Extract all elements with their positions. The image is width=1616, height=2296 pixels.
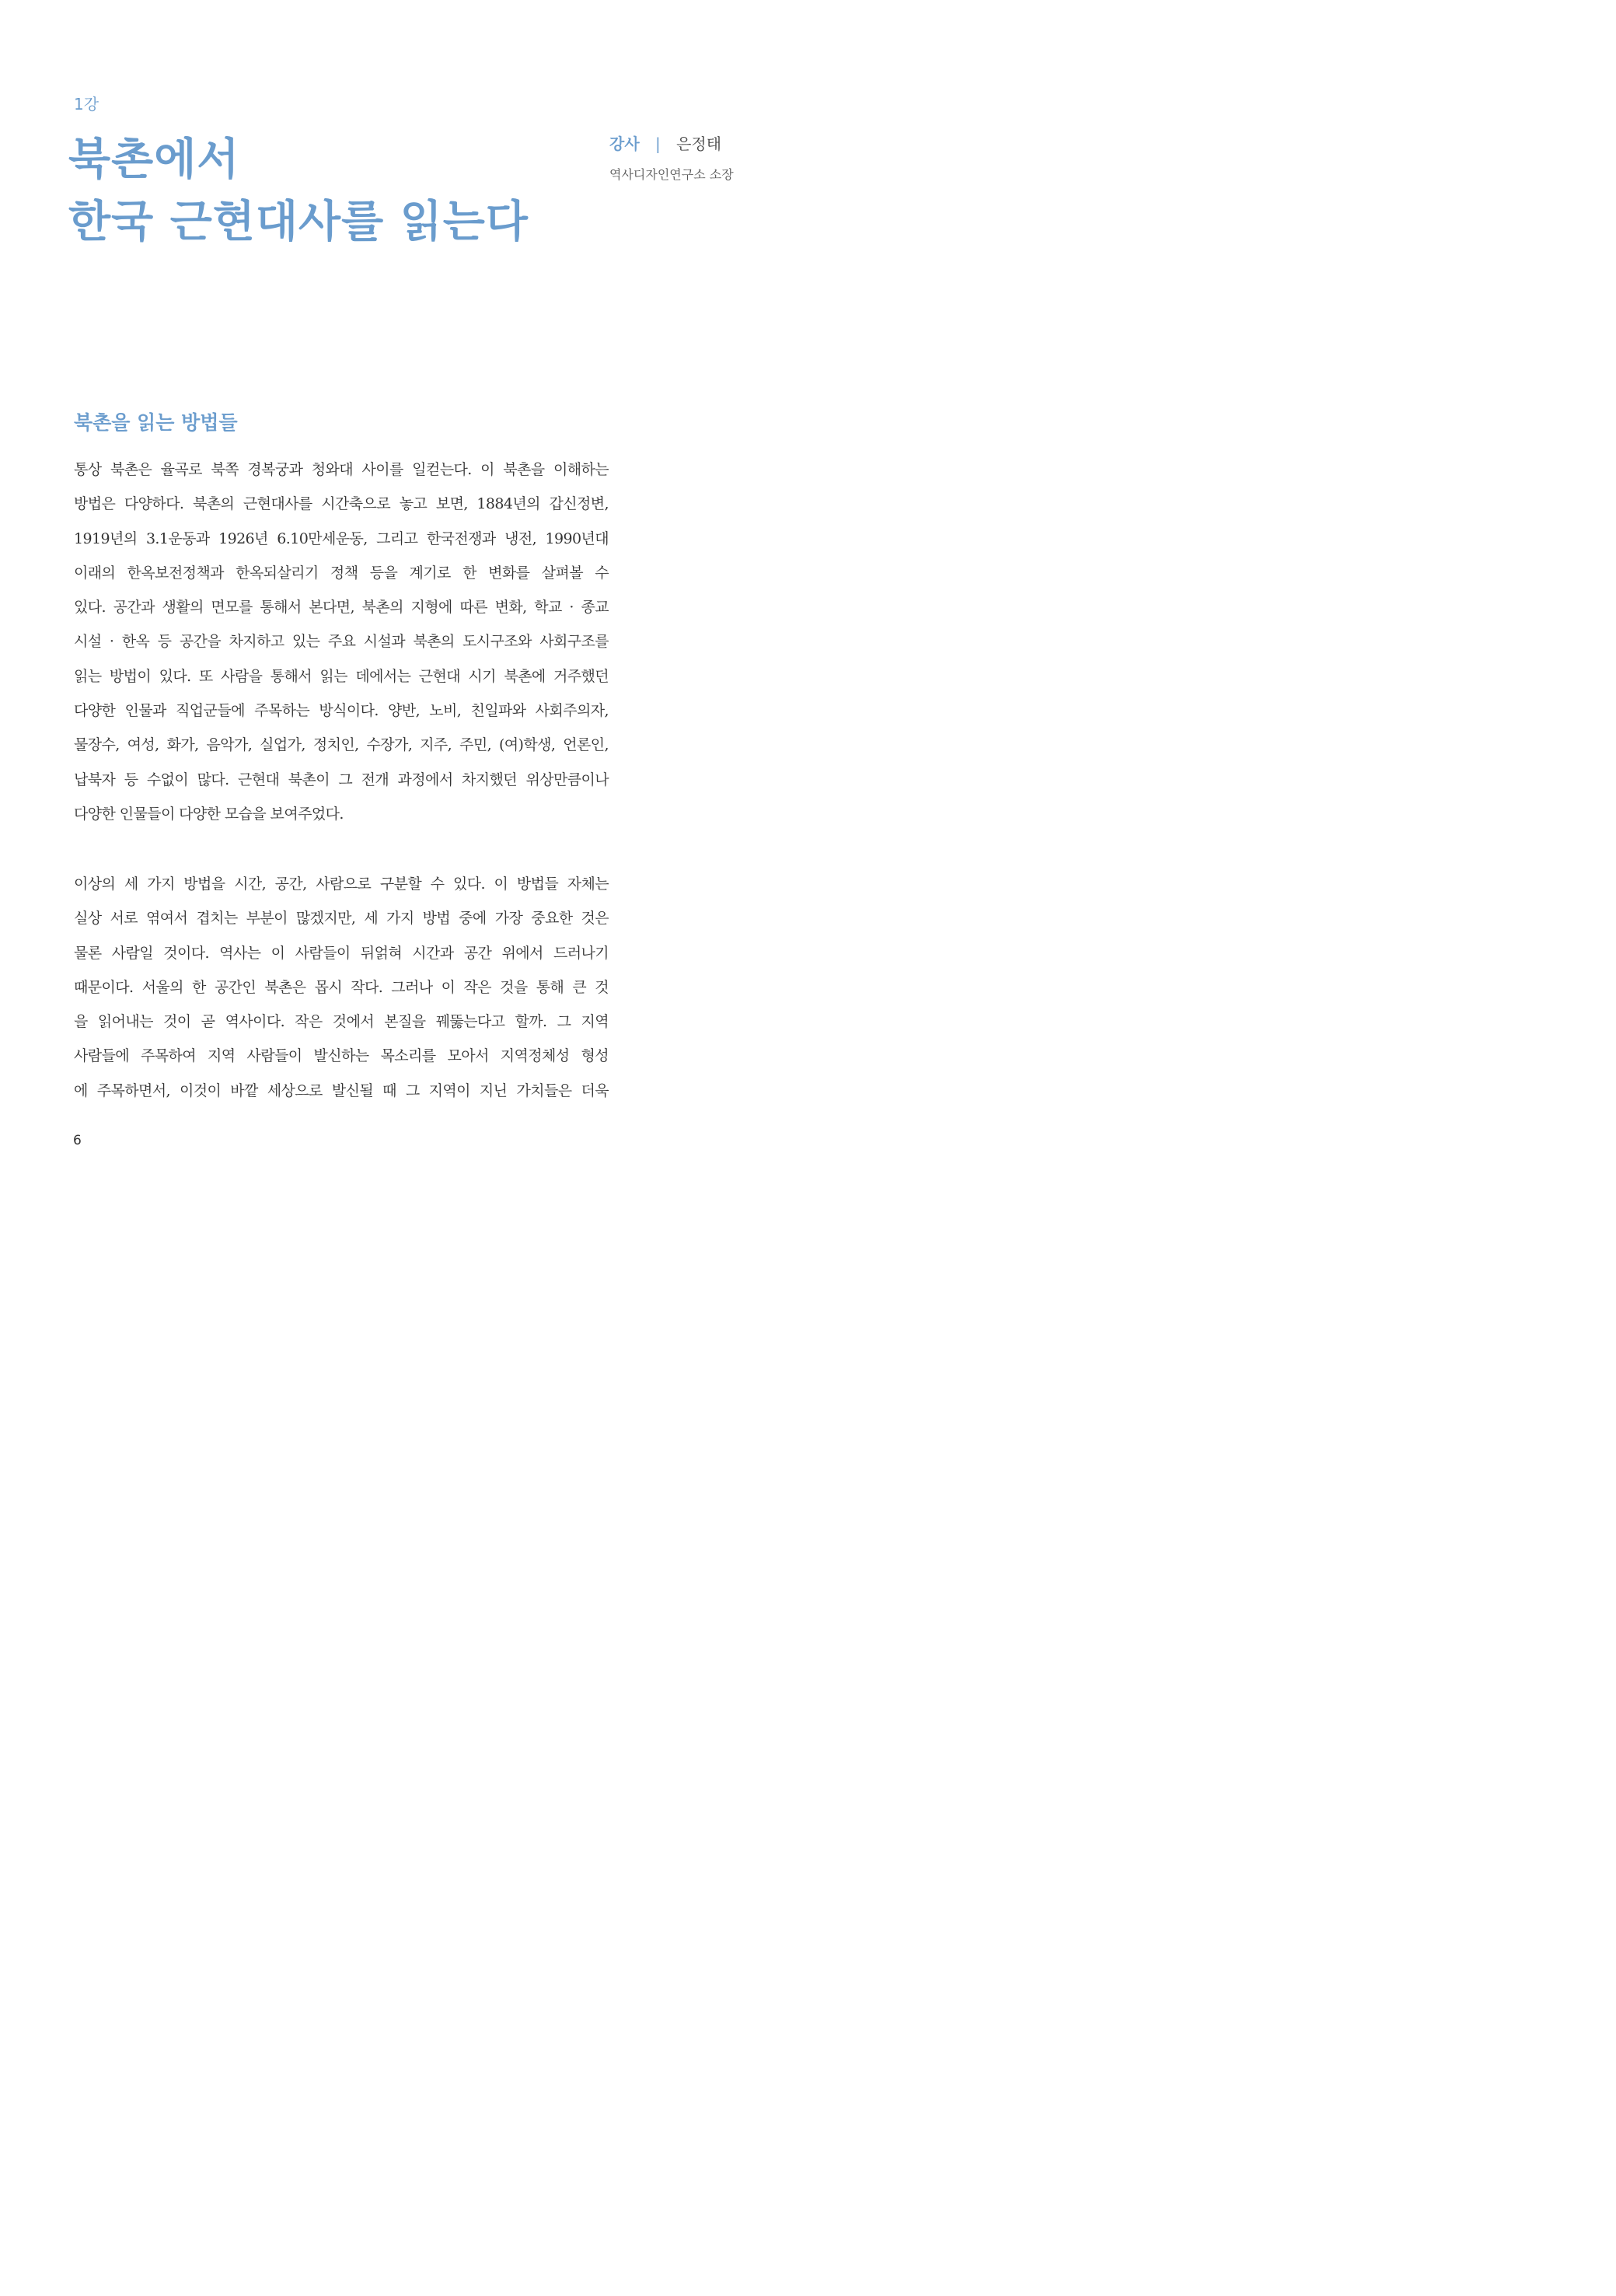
- paragraph-line: 1919년의 3.1운동과 1926년 6.10만세운동, 그리고 한국전쟁과 냉전, 1990년대: [74, 529, 609, 547]
- paragraph-line: 납북자 등 수없이 많다. 근현대 북촌이 그 전개 과정에서 차지했던 위상만큼이나: [74, 771, 609, 788]
- speaker-name: 은정태: [676, 135, 722, 153]
- paragraph-line: 다양한 인물들이 다양한 모습을 보여주었다.: [74, 805, 344, 823]
- page-title: [68, 129, 529, 253]
- paragraph-line: 실상 서로 엮여서 겹치는 부분이 많겠지만, 세 가지 방법 중에 가장 중요한 것은: [74, 910, 609, 928]
- speaker-affiliation: 역사디자인연구소 소장: [609, 167, 734, 182]
- paragraph-line: 이래의 한옥보전정책과 한옥되살리기 정책 등을 계기로 한 변화를 살펴볼 수: [74, 564, 609, 582]
- speaker-separator: |: [655, 135, 661, 153]
- body-paragraph: [74, 453, 609, 831]
- paragraph-line: 물장수, 여성, 화가, 음악가, 실업가, 정치인, 수장가, 지주, 주민, (여)학생, 언론인,: [74, 736, 609, 754]
- paragraph-line: 때문이다. 서울의 한 공간인 북촌은 몹시 작다. 그러나 이 작은 것을 통해 큰 것: [74, 978, 609, 996]
- paragraph-line: 이상의 세 가지 방법을 시간, 공간, 사람으로 구분할 수 있다. 이 방법들 자체는: [74, 875, 609, 893]
- speaker-role: 강사: [609, 135, 640, 153]
- paragraph-line: 을 읽어내는 것이 곧 역사이다. 작은 것에서 본질을 꿰뚫는다고 할까. 그 지역: [74, 1013, 609, 1031]
- title-line-1: 북촌에서: [68, 135, 240, 185]
- body-paragraph: [74, 867, 609, 1108]
- paragraph-line: 사람들에 주목하여 지역 사람들이 발신하는 목소리를 모아서 지역정체성 형성: [74, 1047, 609, 1065]
- paragraph-line: 물론 사람일 것이다. 역사는 이 사람들이 뒤얽혀 시간과 공간 위에서 드러나기: [74, 944, 609, 962]
- paragraph-line: 에 주목하면서, 이것이 바깥 세상으로 발신될 때 그 지역이 지닌 가치들은 더욱: [74, 1082, 609, 1099]
- paragraph-line: 시설 · 한옥 등 공간을 차지하고 있는 주요 시설과 북촌의 도시구조와 사회구조를: [74, 633, 609, 651]
- speaker-info: [609, 135, 721, 153]
- title-line-2: 한국 근현대사를 읽는다: [68, 197, 529, 247]
- paragraph-line: 있다. 공간과 생활의 면모를 통해서 본다면, 북촌의 지형에 따른 변화, 학교 · 종교: [74, 599, 609, 617]
- lecture-label: 1강: [74, 95, 99, 114]
- section-heading: 북촌을 읽는 방법들: [74, 411, 238, 434]
- paragraph-line: 통상 북촌은 율곡로 북쪽 경복궁과 청와대 사이를 일컫는다. 이 북촌을 이해하는: [74, 461, 609, 478]
- paragraph-line: 읽는 방법이 있다. 또 사람을 통해서 읽는 데에서는 근현대 시기 북촌에 거주했던: [74, 667, 609, 685]
- page-number: 6: [73, 1133, 82, 1148]
- paragraph-line: 방법은 다양하다. 북촌의 근현대사를 시간축으로 놓고 보면, 1884년의 갑신정변,: [74, 495, 609, 513]
- paragraph-line: 다양한 인물과 직업군들에 주목하는 방식이다. 양반, 노비, 친일파와 사회주의자,: [74, 702, 609, 720]
